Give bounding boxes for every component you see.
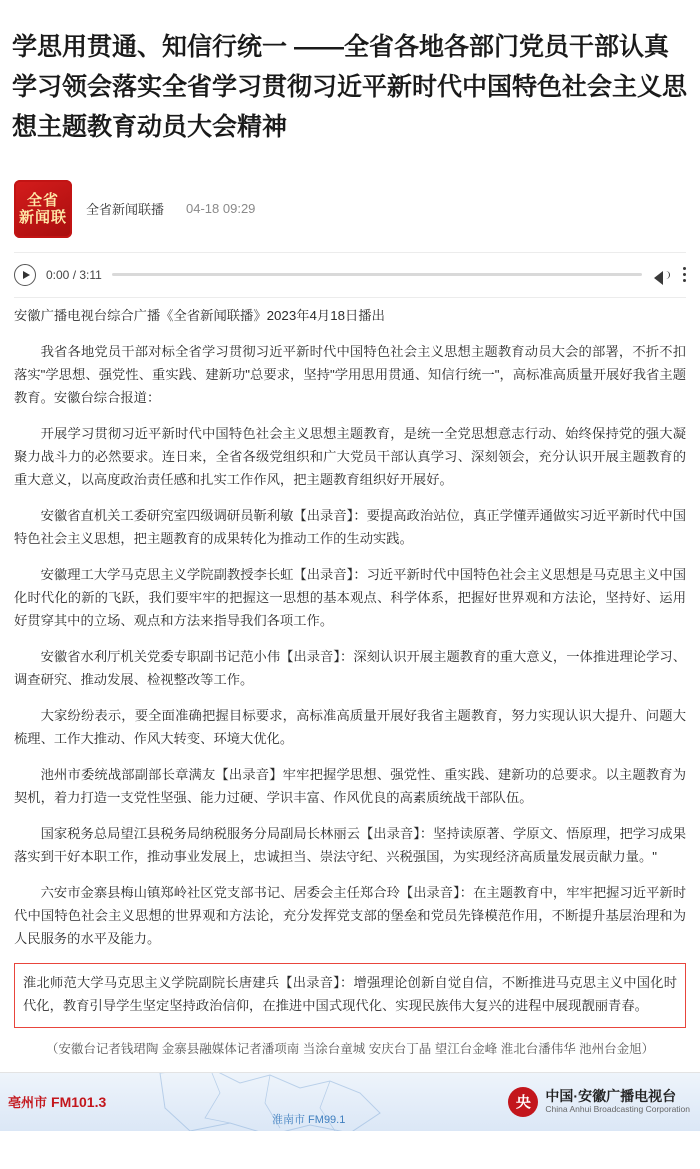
article-paragraph: 安徽省水利厅机关党委专职副书记范小伟【出录音】：深刻认识开展主题教育的重大意义，一体推进理论学习、调查研究、推动发展、检视整改等工作。 bbox=[14, 648, 686, 687]
map-decoration bbox=[120, 1072, 420, 1131]
broadcaster-text bbox=[545, 1088, 690, 1115]
article-paragraph: 安徽理工大学马克思主义学院副教授李长虹【出录音】：习近平新时代中国特色社会主义思想是马克思主义中国化时代化的新的飞跃，我们要牢牢的把握这一思想的基本观点、科学体系，把握好世界观和方法论，坚持好、运用好贯穿其中的立场、观点和方法来指导我们各项工作。 bbox=[14, 566, 686, 628]
volume-icon[interactable] bbox=[654, 268, 670, 282]
fm-frequency: FM101.3 bbox=[51, 1093, 107, 1110]
broadcaster-name-cn: 中国·安徽广播电视台 bbox=[545, 1088, 677, 1104]
article-body bbox=[0, 304, 700, 1060]
article-byline: 安徽广播电视台综合广播《全省新闻联播》2023年4月18日播出 bbox=[14, 307, 385, 323]
source-logo-line2: 新闻联 bbox=[18, 208, 67, 226]
page-title: 学思用贯通、知信行统一 ——全省各地各部门党员干部认真学习领会落实全省学习贯彻习近平新时代中国特色社会主义思想主题教育动员大会精神 bbox=[12, 32, 688, 141]
highlight-text: 淮北师范大学马克思主义学院副院长唐建兵【出录音】：增强理论创新自觉自信，不断推进马克思主义中国化时代化，教育引导学生坚定坚持政治信仰，在推进中国式现代化、实现民族伟大复兴的进程中展现靓丽青春。 bbox=[23, 974, 677, 1013]
dot bbox=[683, 273, 686, 276]
audio-progress-bar[interactable] bbox=[112, 273, 642, 276]
audio-time-label: 0:00 / 3:11 bbox=[46, 267, 102, 282]
audio-player[interactable] bbox=[14, 252, 686, 298]
article-paragraph: 大家纷纷表示，要全面准确把握目标要求，高标准高质量开展好我省主题教育，努力实现认识大提升、问题大梳理、工作大推动、作风大转变、环境大优化。 bbox=[14, 707, 686, 746]
speaker-shape bbox=[654, 271, 663, 285]
source-logo[interactable] bbox=[14, 180, 72, 238]
source-logo-line1: 全省 bbox=[26, 191, 59, 209]
article-paragraph: 我省各地党员干部对标全省学习贯彻习近平新时代中国特色社会主义思想主题教育动员大会的部署，不折不扣落实"学思想、强党性、重实践、建新功"总要求，坚持"学用思用贯通、知信行统一"，高标准高质量开展好我省主题教育。安徽台综合报道： bbox=[14, 343, 686, 405]
article-paragraph: 池州市委统战部副部长章满友【出录音】牢牢把握学思想、强党性、重实践、建新功的总要求。以主题教育为契机，着力打造一支党性坚强、能力过硬、学识丰富、作风优良的高素质统战干部队伍。 bbox=[14, 766, 686, 805]
more-options-icon[interactable] bbox=[682, 267, 686, 282]
play-triangle bbox=[23, 271, 30, 279]
broadcaster-brand bbox=[508, 1087, 700, 1117]
publish-time: 04-18 09:29 bbox=[186, 201, 256, 216]
article-paragraph: 安徽省直机关工委研究室四级调研员靳利敏【出录音】：要提高政治站位，真正学懂弄通做实习近平新时代中国特色社会主义思想，把主题教育的成果转化为推动工作的生动实践。 bbox=[14, 507, 686, 546]
broadcaster-name-en: China Anhui Broadcasting Corporation bbox=[545, 1104, 690, 1114]
broadcaster-logo-icon: 央 bbox=[508, 1087, 538, 1117]
dot bbox=[683, 267, 686, 270]
article-paragraph: 开展学习贯彻习近平新时代中国特色社会主义思想主题教育，是统一全党思想意志行动、始终保持党的强大凝聚力战斗力的必然要求。连日来，全省各级党组织和广大党员干部认真学习、深刻领会，充分认识开展主题教育的重大意义，以高度政治责任感和扎实工作作风，把主题教育组织好开展好。 bbox=[14, 425, 686, 487]
source-row bbox=[0, 166, 700, 248]
fm-badge-primary bbox=[8, 1092, 106, 1111]
dot bbox=[683, 279, 686, 282]
source-name[interactable]: 全省新闻联播 bbox=[86, 202, 165, 217]
footer-banner bbox=[0, 1072, 700, 1131]
highlighted-paragraph bbox=[14, 963, 686, 1028]
play-icon[interactable] bbox=[14, 264, 36, 286]
fm-city-label: 亳州市 bbox=[8, 1095, 48, 1110]
article-paragraph: 国家税务总局望江县税务局纳税服务分局副局长林丽云【出录音】：坚持读原著、学原文、悟原理，把学习成果落实到干好本职工作，推动事业发展上，忠诚担当、崇法守纪、兴税强国，为实现经济高质量发展贡献力量。" bbox=[14, 825, 686, 864]
sound-wave-shape bbox=[664, 271, 670, 279]
fm-badge-secondary: 淮南市 FM99.1 bbox=[272, 1113, 346, 1126]
article-paragraph: 六安市金寨县梅山镇郑岭社区党支部书记、居委会主任郑合玲【出录音】：在主题教育中，牢牢把握习近平新时代中国特色社会主义思想的世界观和方法论，充分发挥党支部的堡垒和党员先锋模范作用，不断提升基层治理和为人民服务的水平及能力。 bbox=[14, 884, 686, 946]
article-credits: （安徽台记者钱珺陶 金寨县融媒体记者潘项南 当涂台童城 安庆台丁晶 望江台金峰 淮北台潘伟华 池州台金旭） bbox=[45, 1041, 655, 1056]
source-meta bbox=[86, 199, 255, 218]
